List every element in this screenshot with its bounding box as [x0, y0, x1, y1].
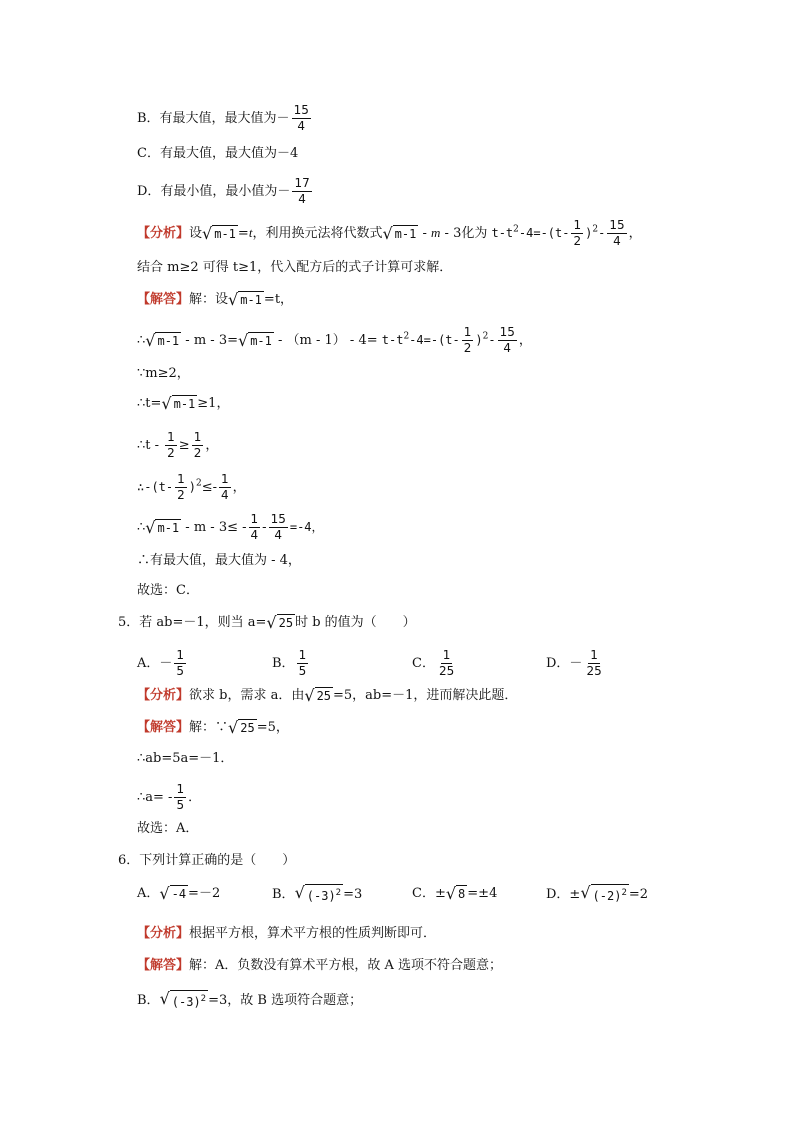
- q5-stem: 5．若 ab=－1，则当 a= √ 25 时 b 的值为（ ）: [118, 612, 416, 632]
- q4-solution-l8: ∴有最大值，最大值为 - 4，: [137, 553, 301, 568]
- fraction: $\frac{1}{2}$: [573, 218, 582, 248]
- fraction: $\frac{15}{4}$: [293, 103, 309, 133]
- analysis-tag: 【分析】: [137, 688, 190, 703]
- q4-solution-l7: ∴ √ m-1 - m - 3≤ - $\frac{1}{4}$ - $\frac{15}{4}$ =-4，: [137, 512, 324, 542]
- q4-solution-l3: ∵m≥2，: [137, 366, 190, 381]
- q4-option-d: D．有最小值，最小值为－ $\frac{17}{4}$: [137, 176, 310, 206]
- solution-tag: 【解答】: [137, 958, 190, 973]
- fraction: $\frac{1}{2}$: [167, 430, 175, 460]
- sqrt: √ m-1: [382, 223, 417, 243]
- fraction: $\frac{15}{4}$: [499, 325, 515, 355]
- q5-solution-l4: 故选：A．: [137, 821, 199, 836]
- sqrt: √ m-1: [202, 223, 236, 243]
- q4-option-c: C．有最大值，最大值为－4: [137, 146, 299, 161]
- sqrt: √ m-1: [161, 393, 196, 413]
- fraction: $\frac{1}{4}$: [221, 472, 229, 502]
- fraction: $\frac{1}{5}$: [298, 648, 307, 678]
- fraction: $\frac{15}{4}$: [270, 512, 286, 542]
- q5-option-a[interactable]: A．－ $\frac{1}{5}$: [137, 648, 185, 678]
- q4-option-b: B．有最大值，最大值为－ $\frac{15}{4}$: [137, 103, 309, 133]
- sqrt: √ 25: [304, 685, 332, 705]
- q5-solution-l1: 【解答】解：∵ √ 25 =5，: [137, 717, 289, 737]
- q6-analysis: 【分析】根据平方根，算术平方根的性质判断即可．: [137, 926, 437, 941]
- q5-option-b[interactable]: B． $\frac{1}{5}$: [272, 648, 307, 678]
- q6-solution-l1: 【解答】解：A．负数没有算术平方根，故 A 选项不符合题意；: [137, 958, 503, 973]
- sqrt: √ $(-3)^2$: [159, 989, 207, 1009]
- sqrt: √ -4: [159, 883, 187, 903]
- sqrt: √ $(-3)^2$: [294, 883, 342, 903]
- sqrt: √ m-1: [228, 289, 262, 309]
- q4-analysis-line2: 结合 m≥2 可得 t≥1，代入配方后的式子计算可求解．: [137, 260, 453, 275]
- fraction: $\frac{1}{5}$: [176, 782, 185, 812]
- sqrt: √ 25: [228, 717, 255, 737]
- q5-solution-l3: ∴a= - $\frac{1}{5}$ ．: [137, 782, 202, 812]
- q5-option-d[interactable]: D．－ $\frac{1}{25}$: [546, 648, 602, 678]
- q6-stem: 6．下列计算正确的是（ ）: [118, 853, 296, 868]
- q6-option-c[interactable]: C．± √ 8 =±4: [412, 883, 498, 903]
- sqrt: √ 8: [445, 883, 466, 903]
- q5-analysis: 【分析】欲求 b，需求 a．由 √ 25 =5，ab=－1，进而解决此题．: [137, 685, 518, 705]
- fraction: $\frac{1}{2}$: [177, 472, 185, 502]
- sqrt: √ m-1: [237, 330, 272, 350]
- q6-option-b[interactable]: B． √ $(-3)^2$ =3: [272, 883, 363, 903]
- fraction: $\frac{1}{2}$: [193, 430, 202, 460]
- q5-solution-l2: ∴ab=5a=－1．: [137, 751, 234, 766]
- q6-solution-l2: B． √ $(-3)^2$ =3，故 B 选项符合题意；: [137, 989, 363, 1009]
- analysis-tag: 【分析】: [137, 226, 190, 241]
- q5-option-c[interactable]: C． $\frac{1}{25}$: [412, 648, 455, 678]
- q4-solution-l5: ∴t - $\frac{1}{2}$ ≥ $\frac{1}{2}$ ，: [137, 430, 219, 460]
- q4-analysis: 【分析】设 √ m-1 =t，利用换元法将代数式 √ m-1 - m - 3化为 $t-t^2-4=-(t-$ $\frac{1}{2}$ )$^2$- $\frac{15}{4}$ ，: [137, 218, 642, 248]
- fraction: $\frac{1}{2}$: [463, 325, 472, 355]
- fraction: $\frac{15}{4}$: [609, 218, 625, 248]
- solution-tag: 【解答】: [137, 720, 190, 735]
- fraction: $\frac{1}{25}$: [438, 648, 455, 678]
- fraction: $\frac{1}{5}$: [176, 648, 185, 678]
- q4-solution-l2: ∴ √ m-1 - m - 3= √ m-1 - $(m - 1) - 4= t-t^2-4=-(t-$ $\frac{1}{2}$ )$^2$- $\frac{15}{4}$ ，: [137, 325, 532, 355]
- analysis-tag: 【分析】: [137, 926, 190, 941]
- q6-option-a[interactable]: A． √ -4 =－2: [137, 883, 221, 903]
- solution-tag: 【解答】: [137, 292, 190, 307]
- q4-solution-l6: ∴-(t- $\frac{1}{2}$ )$^2$≤- $\frac{1}{4}$ ，: [137, 472, 246, 502]
- sqrt: √ $(-2)^2$: [580, 883, 627, 903]
- sqrt: √ m-1: [145, 517, 180, 537]
- q4-solution-l9: 故选：C．: [137, 583, 199, 598]
- sqrt: √ m-1: [145, 330, 180, 350]
- q6-option-d[interactable]: D．± √ $(-2)^2$ =2: [546, 883, 649, 903]
- fraction: $\frac{1}{25}$: [586, 648, 602, 678]
- fraction: $\frac{17}{4}$: [294, 176, 310, 206]
- sqrt: √ 25: [266, 612, 294, 632]
- fraction: $\frac{1}{4}$: [250, 512, 259, 542]
- q4-solution-l1: 【解答】解：设 √ m-1 =t，: [137, 289, 294, 309]
- q4-solution-l4: ∴t= √ m-1 ≥1，: [137, 393, 230, 413]
